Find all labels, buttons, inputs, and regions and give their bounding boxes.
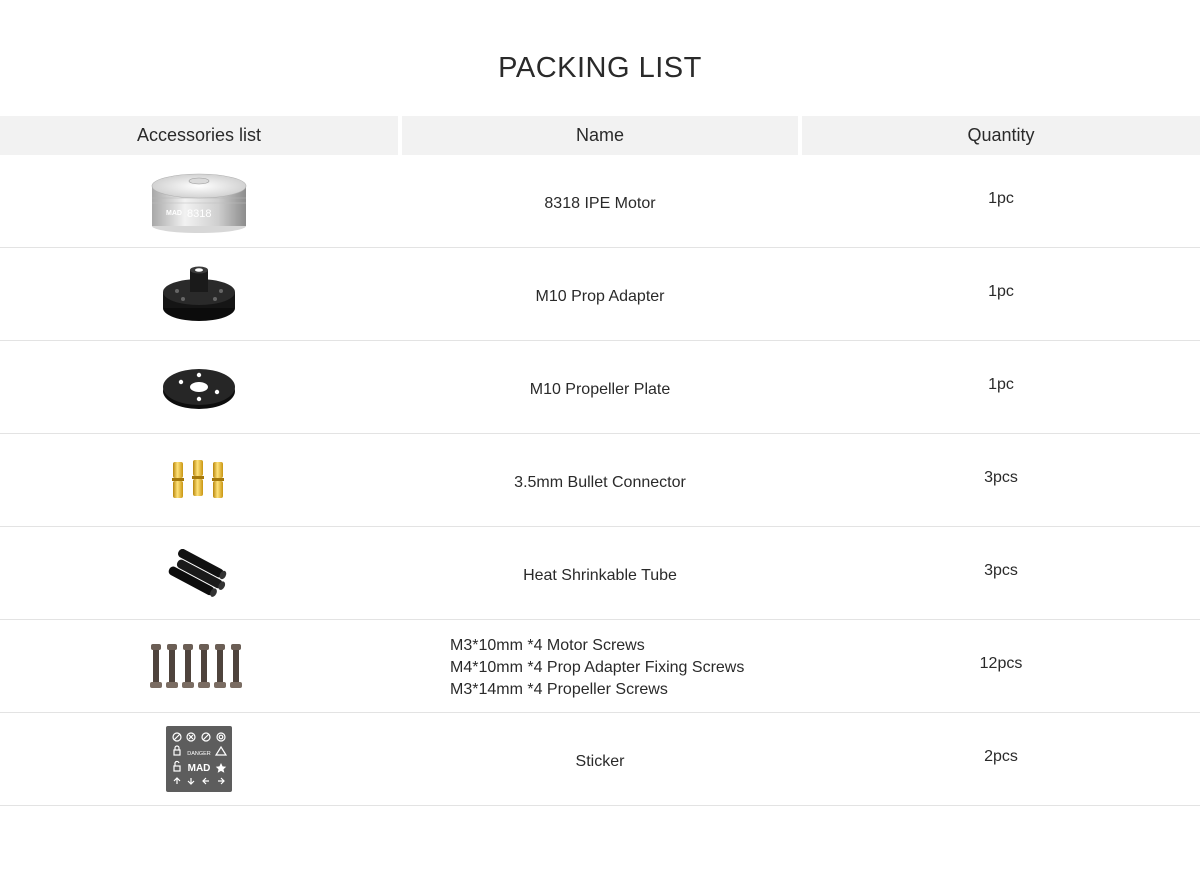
table-row xyxy=(0,527,1200,620)
column-header-quantity: Quantity xyxy=(802,116,1200,155)
item-name: Heat Shrinkable Tube xyxy=(523,567,677,584)
column-header-name: Name xyxy=(402,116,798,155)
item-quantity: 3pcs xyxy=(984,562,1018,579)
heat-shrink-tube-icon xyxy=(0,527,398,619)
item-name-line: M3*10mm *4 Motor Screws xyxy=(450,637,645,654)
item-name: M10 Propeller Plate xyxy=(529,381,671,398)
page-title: PACKING LIST xyxy=(498,52,702,84)
item-name-line: M4*10mm *4 Prop Adapter Fixing Screws xyxy=(450,659,745,676)
item-name-line: M3*14mm *4 Propeller Screws xyxy=(450,681,668,698)
screws-icon xyxy=(0,620,398,712)
table-row xyxy=(0,434,1200,527)
sticker-brand-text: MAD xyxy=(187,763,211,774)
sticker-danger-text: DANGER xyxy=(187,751,211,757)
table-header xyxy=(0,116,1200,155)
item-quantity: 1pc xyxy=(988,283,1014,300)
item-name: M10 Prop Adapter xyxy=(535,288,665,305)
table-row xyxy=(0,155,1200,248)
bullet-connector-icon xyxy=(0,434,398,526)
item-name: 3.5mm Bullet Connector xyxy=(514,474,686,491)
table-row xyxy=(0,341,1200,434)
item-quantity: 1pc xyxy=(988,190,1014,207)
item-name: Sticker xyxy=(575,753,625,770)
table-row xyxy=(0,248,1200,341)
motor-brand-text: MAD xyxy=(166,210,182,217)
item-name xyxy=(402,620,798,712)
item-name: 8318 IPE Motor xyxy=(544,195,656,212)
motor-icon xyxy=(0,155,398,247)
column-header-accessories: Accessories list xyxy=(0,116,398,155)
prop-adapter-icon xyxy=(0,248,398,340)
table-row xyxy=(0,713,1200,806)
propeller-plate-icon xyxy=(0,341,398,433)
table-row xyxy=(0,620,1200,713)
item-quantity: 3pcs xyxy=(984,469,1018,486)
sticker-icon xyxy=(0,713,398,805)
item-quantity: 2pcs xyxy=(984,748,1018,765)
packing-table xyxy=(0,155,1200,806)
item-quantity: 1pc xyxy=(988,376,1014,393)
item-quantity: 12pcs xyxy=(979,655,1023,672)
motor-model-text: 8318 xyxy=(187,208,212,220)
